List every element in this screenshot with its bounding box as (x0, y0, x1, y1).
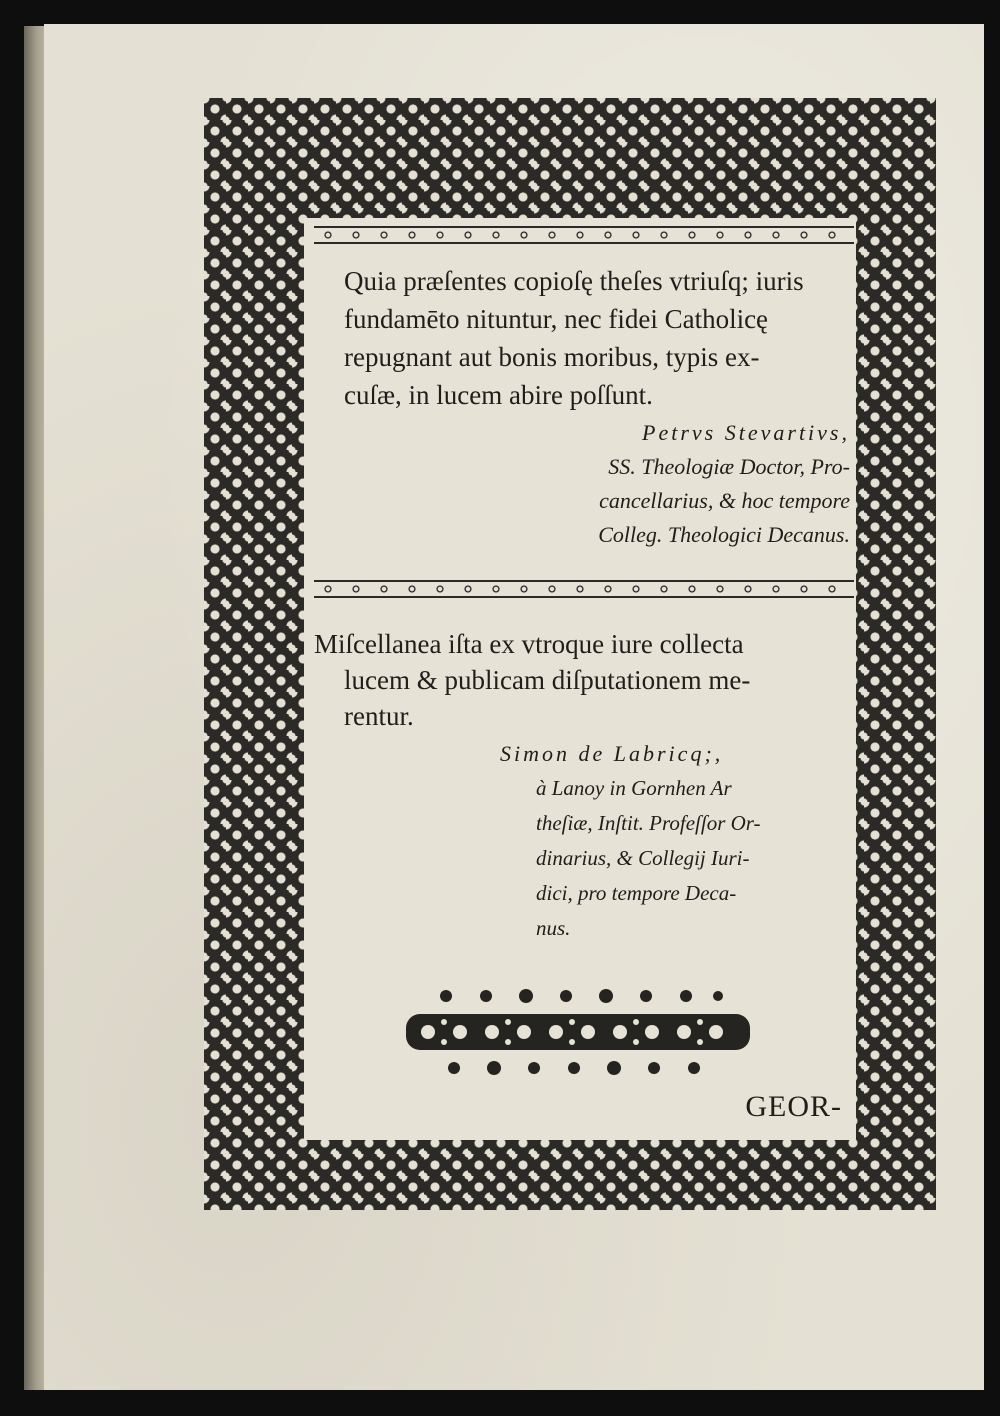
signatory-title-line: nus. (536, 916, 571, 940)
miscellanea-line: lucem & publicam diſputationem me- (344, 665, 751, 695)
signatory-name: Petrvs Stevartivs, (642, 420, 850, 445)
signatory-title-line: dici, pro tempore Deca- (536, 881, 737, 905)
miscellanea-line: Miſcellanea iſta ex vtroque iure collecta (314, 629, 744, 659)
approval-line: repugnant aut bonis moribus, typis ex- (344, 342, 760, 372)
approval-paragraph (314, 262, 854, 414)
signatory-title-line: SS. Theologiæ Doctor, Pro- (608, 454, 850, 479)
approval-line: cuſæ, in lucem abire poſſunt. (344, 380, 653, 410)
ornamental-rule-top (314, 226, 854, 244)
signature-labricq (500, 736, 850, 946)
miscellanea-line: rentur. (344, 701, 414, 731)
approval-line: Quia præſentes copioſę theſes vtriuſq; iuris (344, 266, 804, 296)
fleuron-bottom-row (448, 1061, 700, 1075)
fleuron-top-row (440, 989, 723, 1003)
catchword: GEOR- (745, 1090, 842, 1123)
signatory-title-line: cancellarius, & hoc tempore (599, 488, 850, 513)
fleuron-ornament-icon (398, 982, 758, 1086)
miscellanea-paragraph (314, 626, 854, 734)
signature-stevartius (470, 416, 850, 552)
signatory-title-line: à Lanoy in Gornhen Ar (536, 776, 732, 800)
ornamental-rule-middle (314, 580, 854, 598)
signatory-name: Simon de Labricq;, (500, 741, 724, 766)
signatory-title-line: theſiæ, Inſtit. Profeſſor Or- (536, 811, 761, 835)
signatory-title-line: Colleg. Theologici Decanus. (598, 522, 850, 547)
signatory-title-line: dinarius, & Collegij Iuri- (536, 846, 750, 870)
approval-line: fundamēto nituntur, nec fidei Catholicę (344, 304, 769, 334)
